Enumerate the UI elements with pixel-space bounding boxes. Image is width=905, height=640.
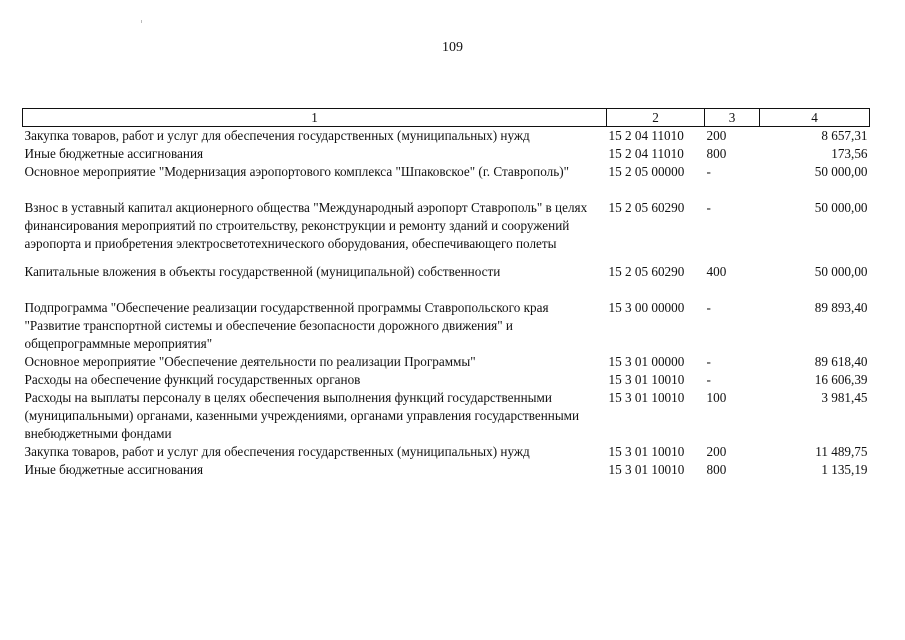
row-name: Основное мероприятие "Модернизация аэропортового комплекса "Шпаковское" (г. Ставрополь)" (24, 164, 569, 179)
row-type: - (706, 300, 711, 315)
table-row (23, 127, 870, 146)
page-number: 109 (442, 40, 463, 55)
row-type: 100 (706, 390, 727, 405)
row-code: 15 2 05 60290 (608, 200, 685, 215)
row-code: 15 3 01 10010 (608, 462, 685, 477)
row-name: Подпрограмма "Обеспечение реализации государственной программы Ставропольского края "Развитие транспортной системы и обеспечение безопасности дорожного движения" и общепрограммные мероприятия" (24, 300, 549, 351)
table-row (23, 263, 870, 299)
row-sum: 1 135,19 (821, 462, 868, 477)
row-name: Закупка товаров, работ и услуг для обеспечения государственных (муниципальных) нужд (24, 128, 530, 143)
row-sum: 50 000,00 (814, 264, 868, 279)
row-sum: 50 000,00 (814, 164, 868, 179)
row-type: 400 (706, 264, 727, 279)
row-code: 15 2 04 11010 (608, 146, 684, 161)
row-type: 200 (706, 444, 727, 459)
row-type: 800 (706, 146, 727, 161)
row-name: Иные бюджетные ассигнования (24, 146, 204, 161)
row-sum: 3 981,45 (821, 390, 868, 405)
row-type: - (706, 372, 711, 387)
budget-table (22, 108, 870, 479)
header-col-2: 2 (607, 109, 705, 127)
row-sum: 173,56 (831, 146, 868, 161)
header-col-1: 1 (23, 109, 607, 127)
row-sum: 11 489,75 (815, 444, 868, 459)
table-row (23, 389, 870, 443)
row-type: - (706, 200, 711, 215)
row-code: 15 3 00 00000 (608, 300, 685, 315)
row-sum: 89 618,40 (814, 354, 868, 369)
row-name: Капитальные вложения в объекты государственной (муниципальной) собственности (24, 264, 501, 279)
row-name: Расходы на выплаты персоналу в целях обеспечения выполнения функций государственными (муниципальными) органами, казенными учреждениями, органами управления государственными внебюджетными фондами (24, 390, 580, 441)
row-code: 15 2 04 11010 (608, 128, 684, 143)
row-name: Закупка товаров, работ и услуг для обеспечения государственных (муниципальных) нужд (24, 444, 530, 459)
table-row (23, 163, 870, 199)
row-name: Основное мероприятие "Обеспечение деятельности по реализации Программы" (24, 354, 476, 369)
row-code: 15 3 01 10010 (608, 372, 685, 387)
row-sum: 50 000,00 (814, 200, 868, 215)
table-row (23, 299, 870, 353)
table-row (23, 353, 870, 371)
row-sum: 16 606,39 (814, 372, 868, 387)
row-sum: 89 893,40 (814, 300, 868, 315)
row-type: - (706, 354, 711, 369)
row-type: - (706, 164, 711, 179)
scan-mark (141, 20, 142, 23)
header-col-4: 4 (760, 109, 870, 127)
row-name: Иные бюджетные ассигнования (24, 462, 204, 477)
row-name: Расходы на обеспечение функций государственных органов (24, 372, 361, 387)
table-row (23, 371, 870, 389)
row-sum: 8 657,31 (821, 128, 868, 143)
row-code: 15 3 01 00000 (608, 354, 685, 369)
row-code: 15 3 01 10010 (608, 390, 685, 405)
row-code: 15 2 05 00000 (608, 164, 685, 179)
row-code: 15 2 05 60290 (608, 264, 685, 279)
row-type: 200 (706, 128, 727, 143)
header-col-3: 3 (705, 109, 760, 127)
row-code: 15 3 01 10010 (608, 444, 685, 459)
row-type: 800 (706, 462, 727, 477)
table-row (23, 443, 870, 461)
row-name: Взнос в уставный капитал акционерного общества "Международный аэропорт Ставрополь" в целях финансирования мероприятий по строительству, реконструкции и ремонту зданий и сооружений аэропорта и приобретения электросветотехнического оборудования, обеспечивающего полеты (24, 200, 588, 251)
table-row (23, 199, 870, 263)
table-row (23, 145, 870, 163)
header-row (23, 109, 870, 127)
table-row (23, 461, 870, 479)
